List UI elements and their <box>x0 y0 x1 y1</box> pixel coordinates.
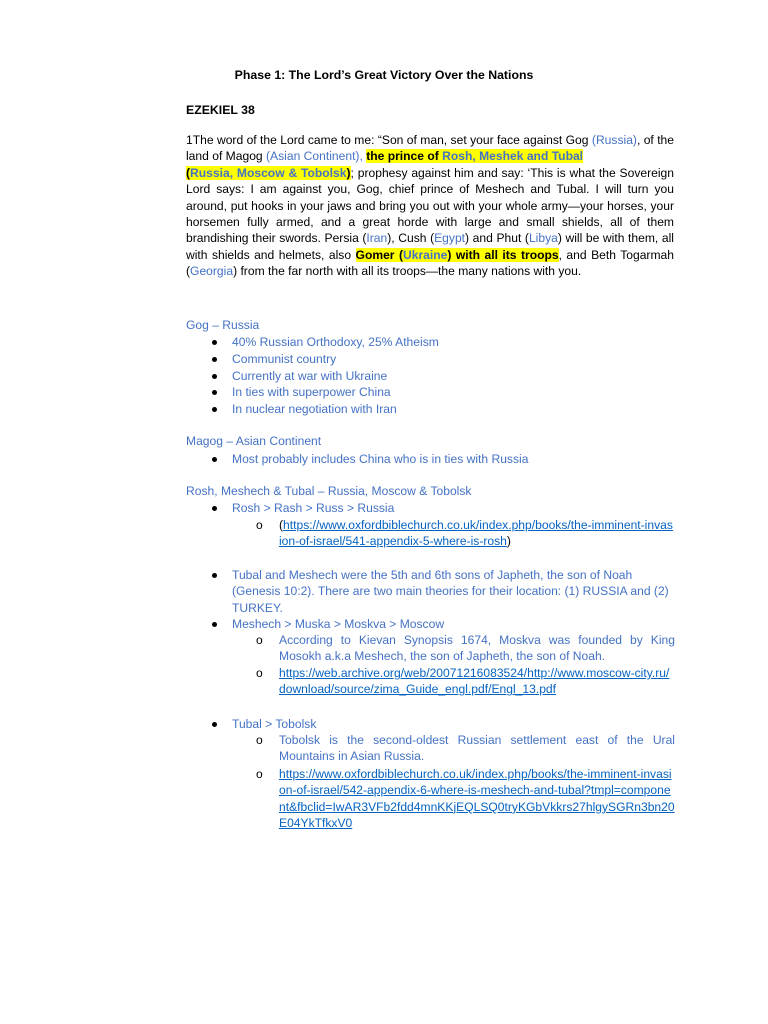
list-item: Most probably includes China who is in ties with Russia <box>232 451 676 467</box>
list-item: Meshech > Muska > Moskva > Moscow <box>232 616 676 632</box>
list-item: 40% Russian Orthodoxy, 25% Atheism <box>232 334 676 350</box>
section-title-magog: Magog – Asian Continent <box>186 434 322 448</box>
scripture-paragraph: 1The word of the Lord came to me: “Son of man, set your face against Gog (Russia), of the land of Magog (Asian Continent), the prince of Rosh, Meshek and Tubal (Russia, Moscow & Tobolsk); prophesy against him and say: ‘This is what the Sovereign Lord says: I am against you, Gog, chief prince of Meshech and Tubal. I will turn you around, put hooks in your jaws and bring you out with your whole army—your horses, your horsemen fully armed, and a great horde with large and small shields, all of them brandishing their swords. Persia (Iran), Cush (Egypt) and Phut (Libya) will be with them, all with shields and helmets, also Gomer (Ukraine) with all its troops, and Beth Togarmah (Georgia) from the far north with all its troops—the many nations with you. <box>186 133 675 279</box>
russia-group-highlight: (Russia, Moscow & Tobolsk) <box>186 165 351 180</box>
list-item: In ties with superpower China <box>232 384 676 400</box>
gog-note: (Russia) <box>591 133 637 147</box>
sub-item-link[interactable] <box>279 665 675 698</box>
gomer-highlight: Gomer (Ukraine) with all its troops <box>355 247 559 262</box>
libya-note: Libya <box>528 231 558 246</box>
list-item: In nuclear negotiation with Iran <box>232 401 676 417</box>
list-item: Communist country <box>232 351 676 367</box>
list-item: Currently at war with Ukraine <box>232 368 676 384</box>
rosh-highlight: Rosh, Meshek and Tubal <box>442 149 584 164</box>
section-title-rosh: Rosh, Meshech & Tubal – Russia, Moscow & Tobolsk <box>186 484 472 498</box>
list-item: Tubal and Meshech were the 5th and 6th sons of Japheth, the son of Noah (Genesis 10:2). There are two main theories for their location: (1) RUSSIA and (2) TURKEY. <box>232 567 676 616</box>
section-title-gog: Gog – Russia <box>186 318 260 332</box>
sub-item-link[interactable] <box>279 766 675 832</box>
rosh-link[interactable]: https://www.oxfordbiblechurch.co.uk/index.php/books/the-imminent-invasion-of-israel/541-appendix-5-where-is-rosh <box>279 518 673 549</box>
sub-item: o According to Kievan Synopsis 1674, Moskva was founded by King Mosokh a.k.a Meshech, the son of Japheth, the son of Noah. <box>279 632 675 665</box>
page-title: Phase 1: The Lord’s Great Victory Over the Nations <box>234 68 534 82</box>
prince-highlight: the prince of <box>366 149 439 164</box>
tubal-link[interactable]: https://www.oxfordbiblechurch.co.uk/index.php/books/the-imminent-invasion-of-israel/542-appendix-6-where-is-meshech-and-tubal?tmpl=component&fbclid=IwAR3VFb2fdd4mnKKjEQLSQ0tryKGbVkkrs27hlgySGRn3bn20E04YkTfkxV0 <box>279 767 675 831</box>
georgia-note: Georgia <box>190 264 234 279</box>
egypt-note: Egypt <box>434 231 466 246</box>
list-item: Tubal > Tobolsk <box>232 716 676 732</box>
magog-note: (Asian Continent), <box>266 149 363 164</box>
sub-item-link[interactable]: o (https://www.oxfordbiblechurch.co.uk/index.php/books/the-imminent-invasion-of-israel/541-appendix-5-where-is-rosh) <box>279 517 675 550</box>
list-item: Rosh > Rash > Russ > Russia <box>232 500 676 516</box>
chapter-heading: EZEKIEL 38 <box>186 103 255 117</box>
sub-item: o Tobolsk is the second-oldest Russian settlement east of the Ural Mountains in Asian Russia. <box>279 732 675 765</box>
moscow-archive-link[interactable]: https://web.archive.org/web/20071216083524/http://www.moscow-city.ru/download/source/zima_Guide_engl.pdf/Engl_13.pdf <box>279 666 670 697</box>
iran-note: Iran <box>366 231 388 246</box>
